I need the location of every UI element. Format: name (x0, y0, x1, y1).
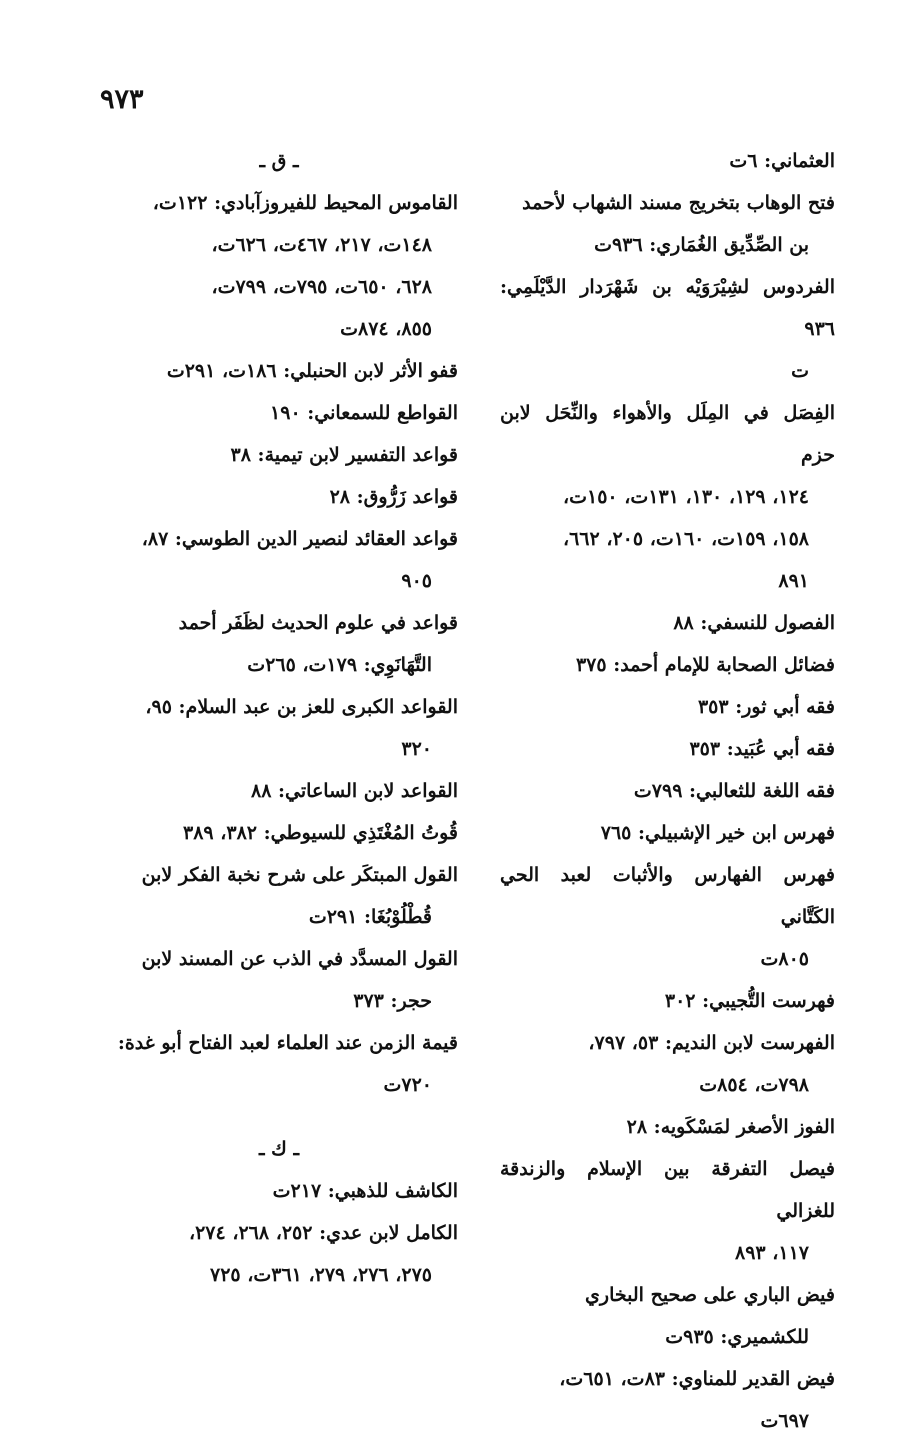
index-entry (500, 1358, 835, 1442)
index-entry (100, 350, 458, 392)
entry-continuation-line: بن الصِّدِّيق الغُمَاري: ٩٣٦ت (594, 234, 809, 256)
entry-continuation-line: ١١٧، ٨٩٣ (735, 1242, 809, 1264)
index-entry (100, 854, 458, 938)
entry-continuation-line: ت (791, 360, 809, 382)
entry-title-line: فهرس الفهارس والأثبات لعبد الحي الكَتَّاني (500, 864, 835, 928)
entry-continuation-line: ١٢٤، ١٢٩، ١٣٠، ١٣١ت، ١٥٠ت، (562, 486, 809, 508)
index-entry (500, 686, 835, 728)
entry-title-line: فقه اللغة للثعالبي: ٧٩٩ت (633, 780, 835, 802)
entry-title-line: القاموس المحيط للفيروزآبادي: ١٢٢ت، (152, 192, 458, 214)
index-column-left (100, 140, 458, 1296)
entry-title-line: فيض الباري على صحيح البخاري (585, 1284, 835, 1306)
entry-continuation-line: التَّهَانَوِي: ١٧٩ت، ٢٦٥ت (247, 654, 432, 676)
index-entry (500, 644, 835, 686)
index-entry (500, 392, 835, 602)
entry-title-line: القواعد الكبرى للعز بن عبد السلام: ٩٥، (145, 696, 458, 718)
entry-title-line: الفهرست لابن النديم: ٥٣، ٧٩٧، (588, 1032, 835, 1054)
entry-continuation-line: ٩٠٥ (401, 570, 432, 592)
entry-continuation-line: قُطْلُوْبُغَا: ٢٩١ت (308, 906, 432, 928)
index-entry (100, 434, 458, 476)
index-entry (100, 812, 458, 854)
entry-continuation-line: ٧٩٨ت، ٨٥٤ت (699, 1074, 809, 1096)
entry-title-line: فقه أبي ثور: ٣٥٣ (697, 696, 835, 718)
entry-title-line: الفوز الأصغر لمَسْكَويه: ٢٨ (626, 1116, 835, 1138)
entry-title-line: قواعد التفسير لابن تيمية: ٣٨ (230, 444, 458, 466)
entry-title-line: الفردوس لشِيْرَوَيْه بن شَهْرَدار الدَّيْلَمِي: ٩٣٦ (500, 276, 835, 340)
index-entry (100, 1212, 458, 1296)
index-entry (100, 392, 458, 434)
index-column-right (500, 140, 835, 1442)
entry-title-line: فهرست التُّجيبي: ٣٠٢ (664, 990, 835, 1012)
index-entry (100, 182, 458, 350)
entry-continuation-line: ٦٢٨، ٦٥٠ت، ٧٩٥ت، ٧٩٩ت، (211, 276, 432, 298)
index-entry (100, 1170, 458, 1212)
qaf-entry-list (100, 182, 458, 1106)
entry-title-line: الكاشف للذهبي: ٢١٧ت (272, 1180, 458, 1202)
index-entry (500, 980, 835, 1022)
entry-title-line: قيمة الزمن عند العلماء لعبد الفتاح أبو غدة: (117, 1032, 458, 1054)
entry-title-line: قُوتُ المُغْتَذِي للسيوطي: ٣٨٢، ٣٨٩ (183, 822, 458, 844)
entry-title-line: قفو الأثر لابن الحنبلي: ١٨٦ت، ٢٩١ت (166, 360, 458, 382)
index-entry (500, 854, 835, 980)
entry-title-line: قواعد العقائد لنصير الدين الطوسي: ٨٧، (141, 528, 458, 550)
entry-title-line: فضائل الصحابة للإمام أحمد: ٣٧٥ (575, 654, 835, 676)
index-entry (500, 266, 835, 392)
entry-title-line: الفصول للنسفي: ٨٨ (673, 612, 835, 634)
entry-continuation-line: حجر: ٣٧٣ (353, 990, 432, 1012)
index-entry (100, 770, 458, 812)
entry-title-line: فيض القدير للمناوي: ٨٣ت، ٦٥١ت، (559, 1368, 835, 1390)
entry-title-line: القواعد لابن الساعاتي: ٨٨ (250, 780, 458, 802)
index-entry (100, 686, 458, 770)
entry-continuation-line: ٨٠٥ت (760, 948, 809, 970)
section-heading-kaf: ـ ك ـ (258, 1138, 300, 1160)
index-entry (500, 1106, 835, 1148)
entry-title-line: قواعد في علوم الحديث لظَفَر أحمد (178, 612, 458, 634)
index-entry (100, 938, 458, 1022)
entry-title-line: الكامل لابن عدي: ٢٥٢، ٢٦٨، ٢٧٤، (188, 1222, 458, 1244)
entry-continuation-line: ٧٢٠ت (383, 1074, 432, 1096)
entry-title-line: القول المبتكَر على شرح نخبة الفكر لابن (141, 864, 458, 886)
entry-continuation-line: ٣٢٠ (401, 738, 432, 760)
index-entry (100, 476, 458, 518)
entry-title-line: العثماني: ٦ت (729, 150, 835, 172)
index-entry (500, 140, 835, 182)
entry-continuation-line: ٨٩١ (778, 570, 809, 592)
entry-continuation-line: ١٤٨ت، ٢١٧، ٤٦٧ت، ٦٢٦ت، (211, 234, 432, 256)
entry-continuation-line: ٢٧٥، ٢٧٦، ٢٧٩، ٣٦١ت، ٧٢٥ (209, 1264, 432, 1286)
entry-title-line: القول المسدَّد في الذب عن المسند لابن (141, 948, 458, 970)
section-heading-qaf: ـ ق ـ (259, 150, 299, 172)
index-entry (500, 728, 835, 770)
kaf-entry-list (100, 1170, 458, 1296)
entry-title-line: قواعد زَرُّوق: ٢٨ (329, 486, 458, 508)
index-entry (500, 1022, 835, 1106)
index-entry (100, 602, 458, 686)
entry-title-line: الفِصَل في المِلَل والأهواء والنِّحَل لابن حزم (500, 402, 835, 466)
page-number: ٩٧٣ (100, 84, 144, 115)
entry-continuation-line: ١٥٨، ١٥٩ت، ١٦٠ت، ٢٠٥، ٦٦٢، (562, 528, 809, 550)
index-entry (500, 770, 835, 812)
entry-title-line: فهرس ابن خير الإشبيلي: ٧٦٥ (600, 822, 835, 844)
index-entry (500, 812, 835, 854)
index-entry (100, 518, 458, 602)
index-entry (500, 1274, 835, 1358)
entry-continuation-line: للكشميري: ٩٣٥ت (665, 1326, 809, 1348)
entry-continuation-line: ٨٥٥، ٨٧٤ت (340, 318, 432, 340)
entry-continuation-line: ٦٩٧ت (760, 1410, 809, 1432)
entry-title-line: فيصل التفرقة بين الإسلام والزندقة للغزالي (500, 1158, 835, 1222)
index-entry (500, 182, 835, 266)
index-entry (100, 1022, 458, 1106)
index-entry (500, 1148, 835, 1274)
entry-title-line: فتح الوهاب بتخريج مسند الشهاب لأحمد (522, 192, 835, 214)
entry-title-line: القواطع للسمعاني: ١٩٠ (270, 402, 458, 424)
index-entry (500, 602, 835, 644)
entry-title-line: فقه أبي عُبَيد: ٣٥٣ (689, 738, 835, 760)
